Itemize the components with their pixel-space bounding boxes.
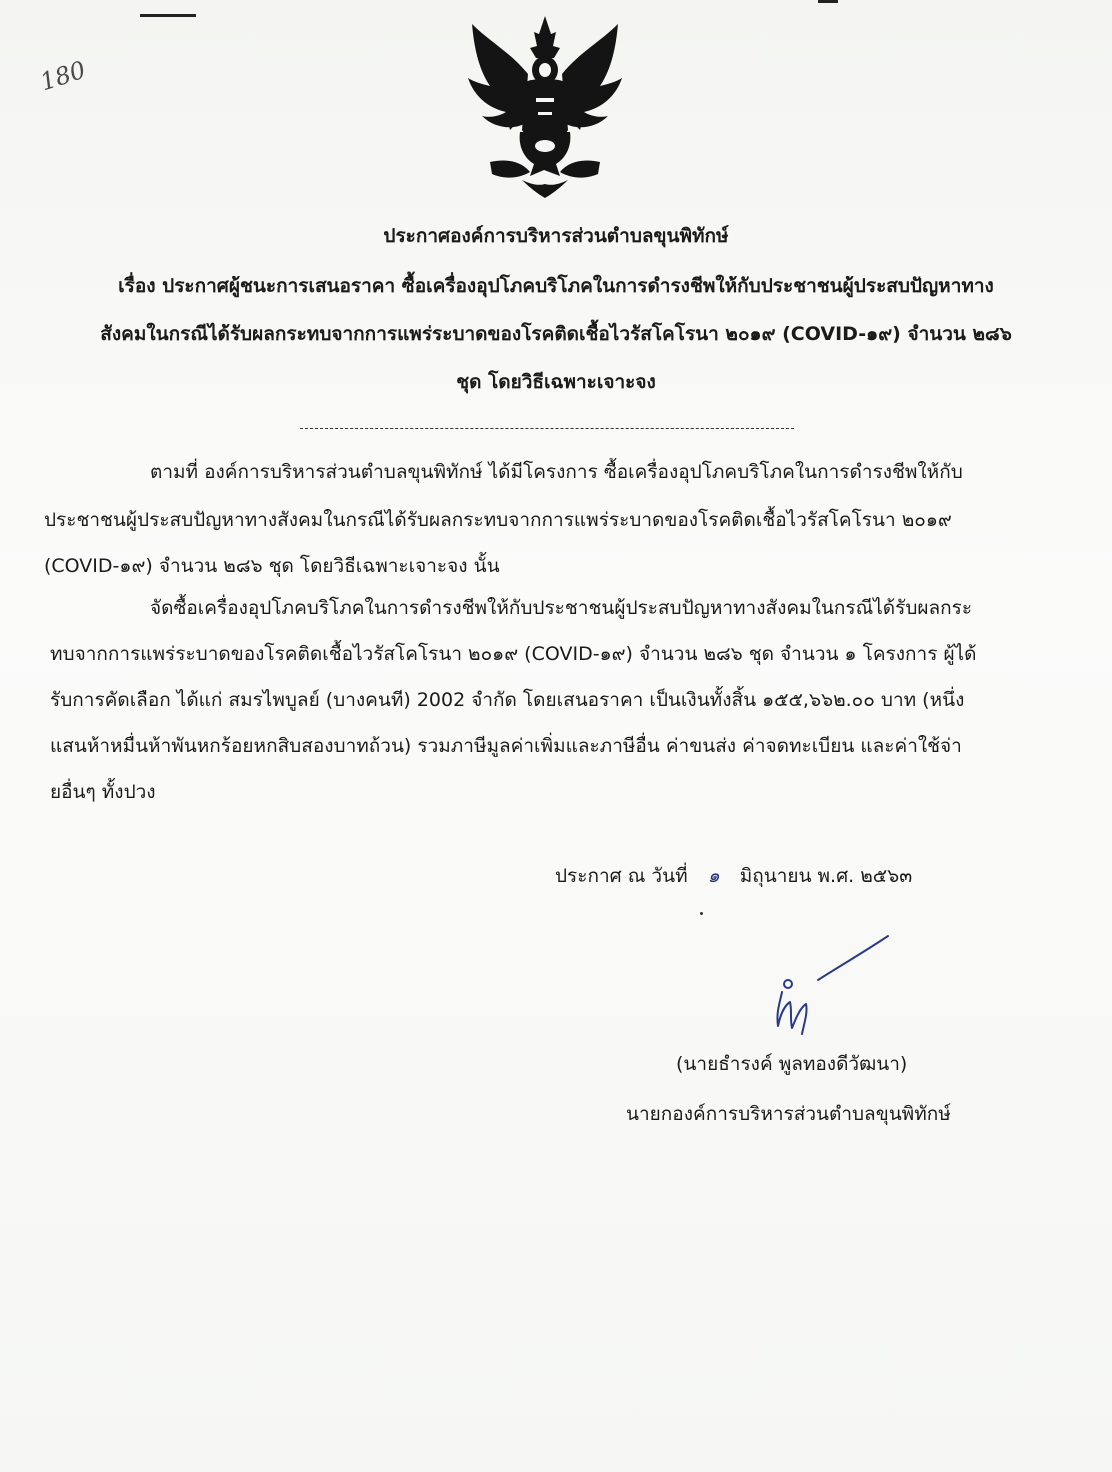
scan-mark-left	[140, 14, 196, 17]
date-prefix: ประกาศ ณ วันที่	[555, 865, 688, 887]
paragraph1-line-3: (COVID-๑๙) จำนวน ๒๘๖ ชุด โดยวิธีเฉพาะเจาะจง นั้น	[44, 555, 500, 577]
paragraph2-line-2: ทบจากการแพร่ระบาดของโรคติดเชื้อไวรัสโคโรนา ๒๐๑๙ (COVID-๑๙) จำนวน ๒๘๖ ชุด จำนวน ๑ โครงการ ผู้ได้	[50, 643, 977, 665]
paragraph1-line-2: ประชาชนผู้ประสบปัญหาทางสังคมในกรณีได้รับผลกระทบจากการแพร่ระบาดของโรคติดเชื้อไวรัสโคโรนา ๒๐๑๙	[44, 509, 952, 531]
garuda-emblem-icon	[460, 12, 630, 202]
paragraph2-line-3: รับการคัดเลือก ได้แก่ สมรไพบูลย์ (บางคนที) 2002 จำกัด โดยเสนอราคา เป็นเงินทั้งสิ้น ๑๕๕,๖๖๒.๐๐ บาท (หนึ่ง	[50, 689, 965, 711]
date-month-year: มิถุนายน พ.ศ. ๒๕๖๓	[739, 865, 913, 887]
date-day: ๑	[707, 865, 720, 887]
paragraph2-line-1: จัดซื้อเครื่องอุปโภคบริโภคในการดำรงชีพให้กับประชาชนผู้ประสบปัญหาทางสังคมในกรณีได้รับผลกระ	[150, 597, 973, 619]
paragraph1-line-1: ตามที่ องค์การบริหารส่วนตำบลขุนพิทักษ์ ได้มีโครงการ ซื้อเครื่องอุปโภคบริโภคในการดำรงชีพให้กับ	[150, 461, 963, 483]
paragraph2-line-5: ยอื่นๆ ทั้งปวง	[50, 781, 156, 803]
subject-line-1: เรื่อง ประกาศผู้ชนะการเสนอราคา ซื้อเครื่องอุปโภคบริโภคในการดำรงชีพให้กับประชาชนผู้ประสบปัญหาทาง	[118, 275, 994, 297]
announcement-date	[555, 864, 912, 888]
subject-line-2: สังคมในกรณีได้รับผลกระทบจากการแพร่ระบาดของโรคติดเชื้อไวรัสโคโรนา ๒๐๑๙ (COVID-๑๙) จำนวน ๒๘๖	[100, 323, 1012, 345]
signature-icon	[760, 930, 900, 1040]
signer-name: (นายธำรงค์ พูลทองดีวัฒนา)	[676, 1053, 908, 1075]
dashed-divider	[300, 428, 794, 429]
signer-title: นายกองค์การบริหารส่วนตำบลขุนพิทักษ์	[626, 1103, 951, 1125]
handwritten-page-number: 180	[36, 55, 90, 97]
ink-dot	[700, 912, 703, 915]
subject-line-3: ชุด โดยวิธีเฉพาะเจาะจง	[456, 371, 656, 393]
scan-mark-right	[818, 0, 838, 3]
paragraph2-line-4: แสนห้าหมื่นห้าพันหกร้อยหกสิบสองบาทถ้วน) รวมภาษีมูลค่าเพิ่มและภาษีอื่น ค่าขนส่ง ค่าจดทะเบียน และค่าใช้จ่า	[50, 735, 962, 757]
announcement-title: ประกาศองค์การบริหารส่วนตำบลขุนพิทักษ์	[383, 225, 729, 247]
